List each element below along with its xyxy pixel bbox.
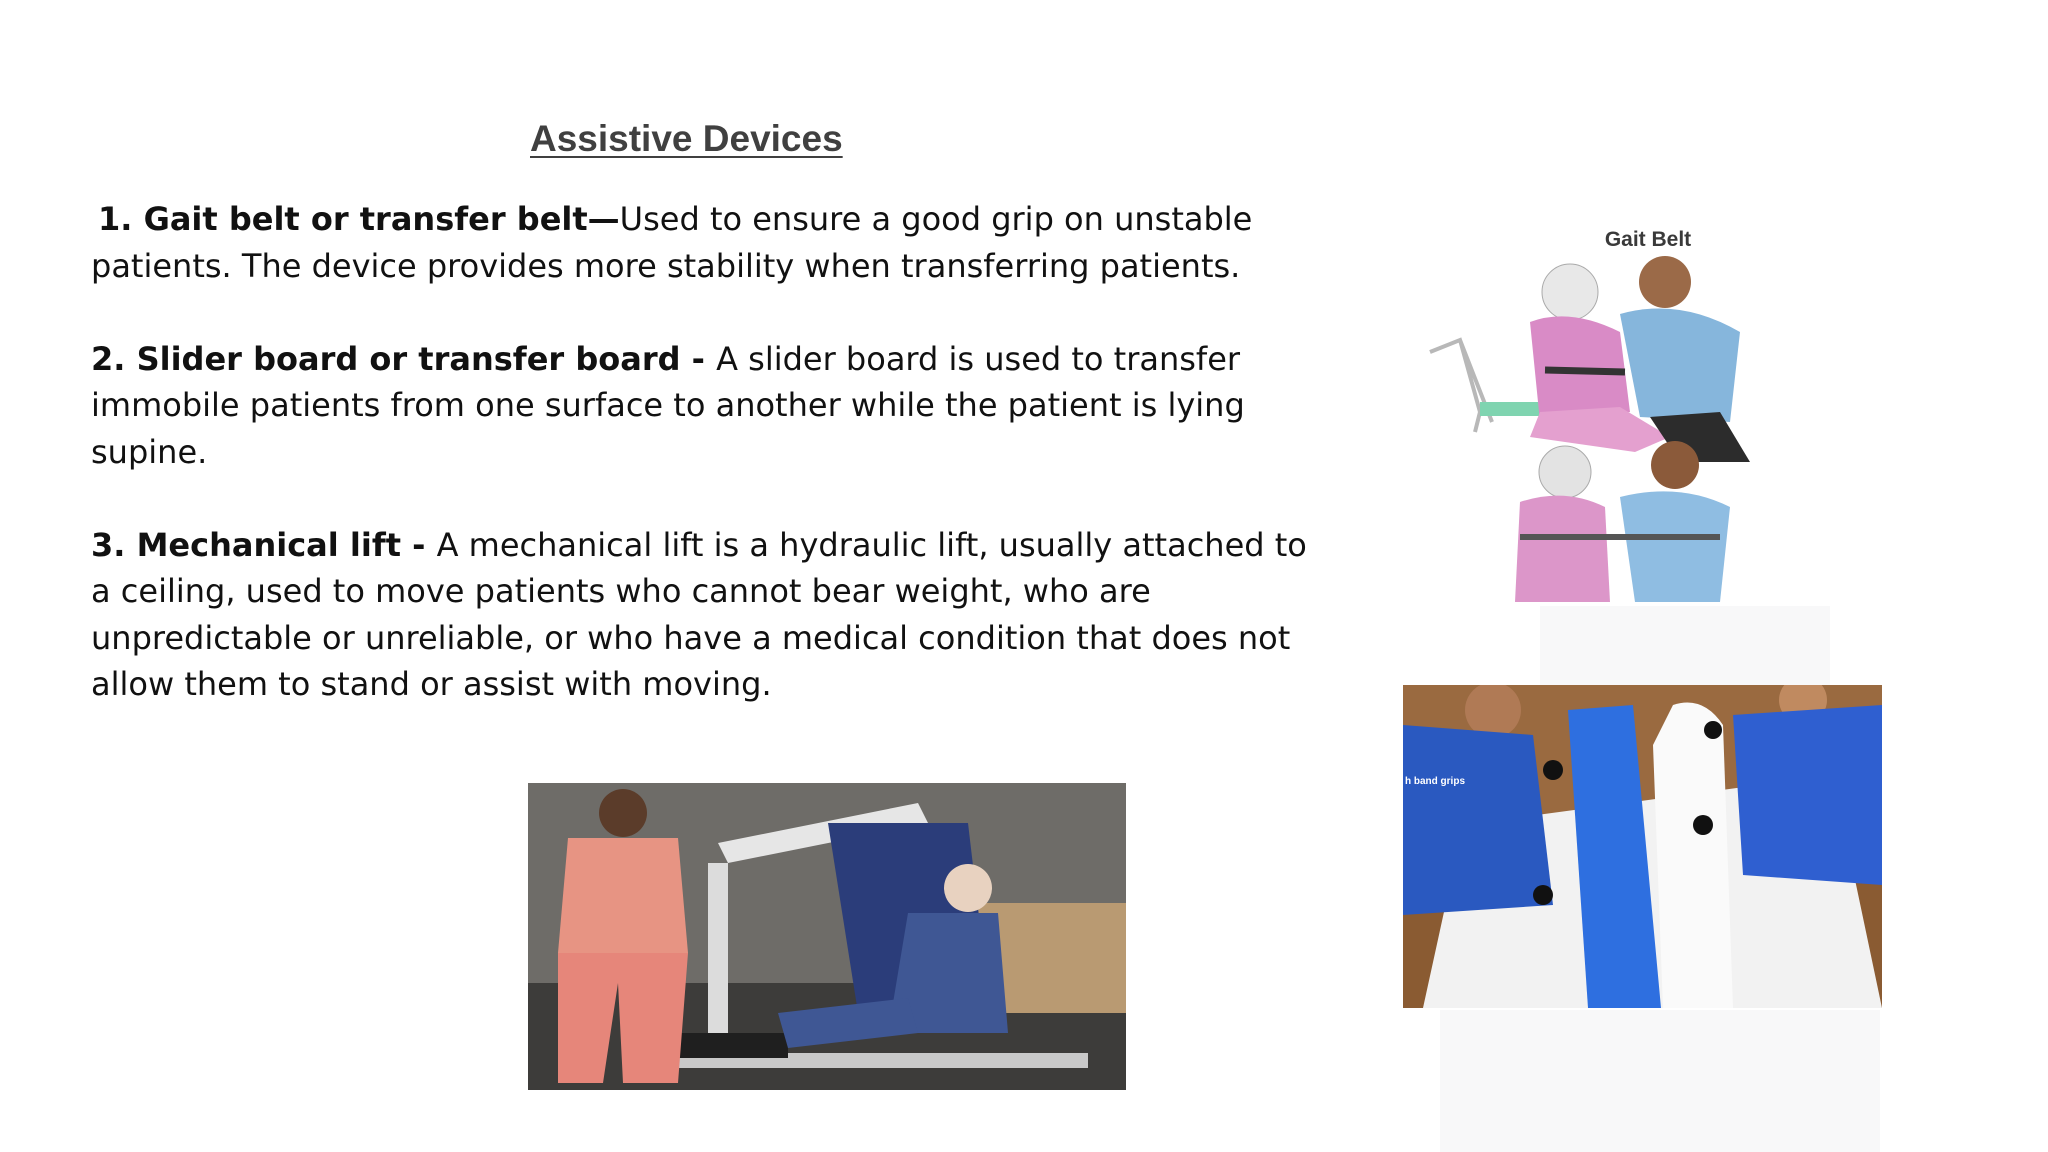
image-shadow: [1540, 606, 1830, 686]
item-text: A mechanical lift is a hydraulic lift, usually attached to a ceiling, used to move patients who cannot bear weight, who are unpredictable or unreliable, or who have a medical condition that does not allow them to stand or assist with moving.: [91, 525, 1307, 703]
item-term: 3. Mechanical lift -: [91, 525, 437, 564]
image-shadow: [1440, 1010, 1880, 1152]
mechanical-lift-photo: [528, 783, 1126, 1090]
list-item-slider-board: [91, 336, 1321, 476]
item-term: 1. Gait belt or transfer belt—: [98, 200, 620, 238]
list-item-mechanical-lift: [91, 522, 1321, 708]
slide-title: Assistive Devices: [530, 118, 843, 159]
slider-board-label: h band grips: [1405, 776, 1465, 787]
gait-belt-caption: Gait Belt: [1604, 228, 1692, 251]
gait-belt-illustration: [1420, 222, 1870, 606]
item-text: Used to ensure a good grip on unstable patients. The device provides more stability when transferring patients.: [91, 200, 1253, 285]
item-text: A slider board is used to transfer immobile patients from one surface to another while the patient is lying supine.: [91, 339, 1245, 471]
slide-body: [91, 196, 1321, 708]
item-term: 2. Slider board or transfer board -: [91, 339, 717, 378]
slider-board-photo: [1403, 685, 1882, 1008]
list-item-gait-belt: [91, 196, 1321, 289]
